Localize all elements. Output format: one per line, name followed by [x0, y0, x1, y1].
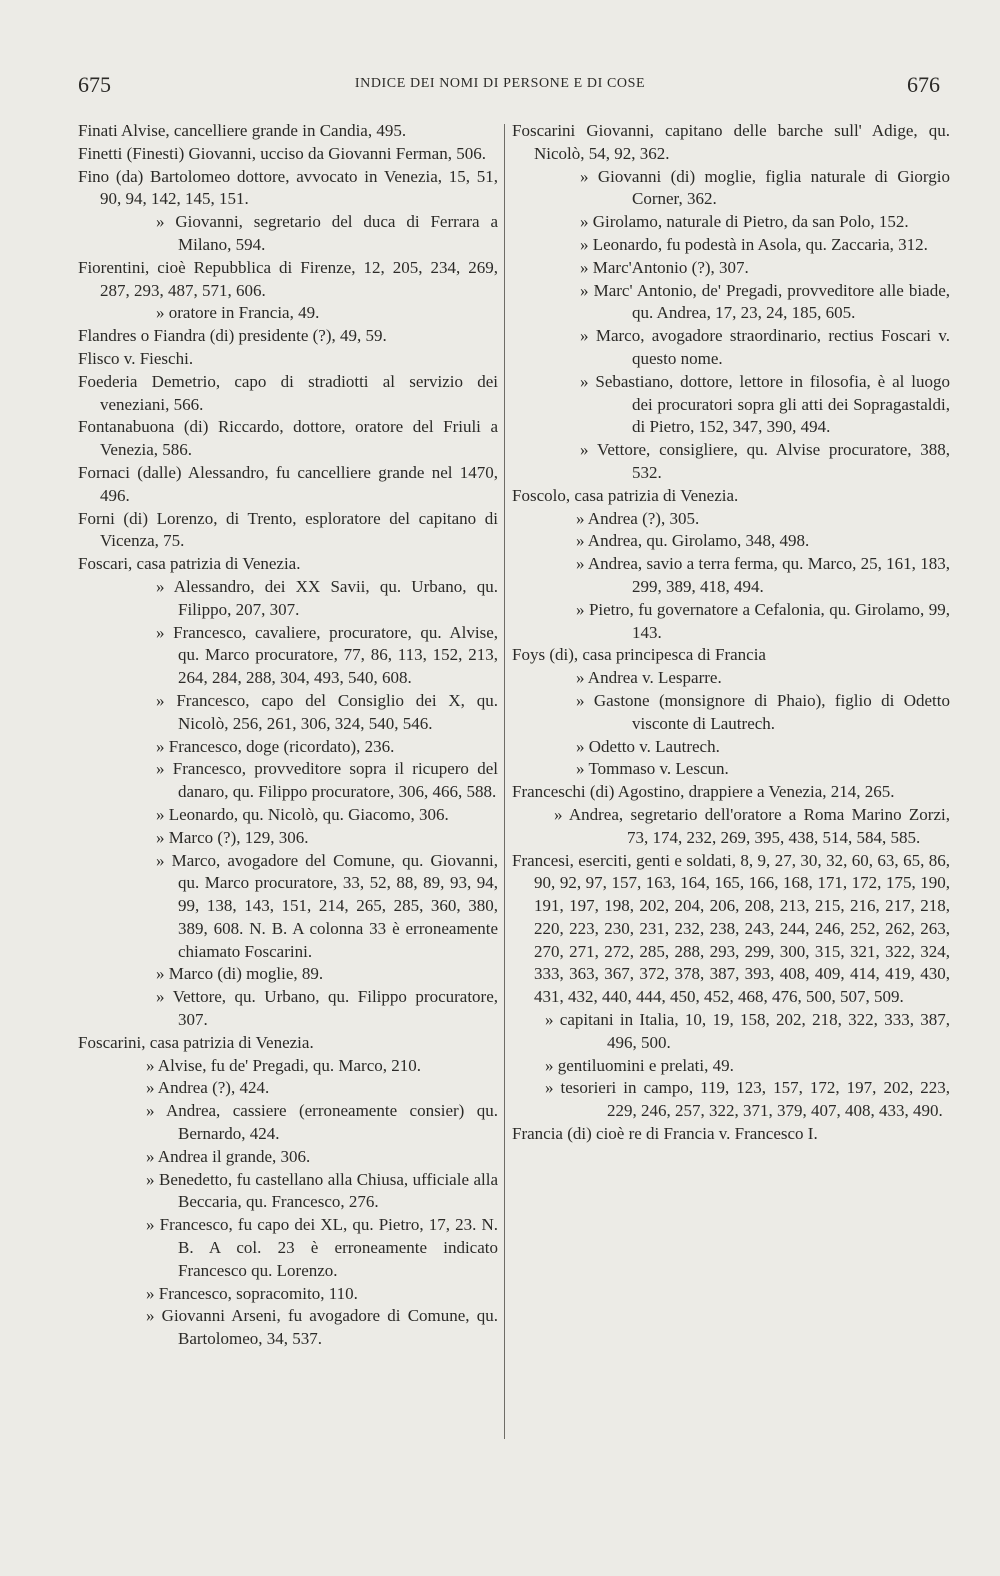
index-entry: » Andrea, segretario dell'oratore a Roma Marino Zorzi, 73, 174, 232, 269, 395, 438, 514, 584, 585. — [554, 804, 950, 847]
index-entry: Fontanabuona (di) Riccardo, dottore, oratore del Friuli a Venezia, 586. — [78, 417, 498, 460]
index-entry: » capitani in Italia, 10, 19, 158, 202, 218, 322, 333, 387, 496, 500. — [545, 1010, 950, 1052]
index-entry: Foys (di), casa principesca di Francia — [512, 645, 766, 665]
index-entry: Fino (da) Bartolomeo dottore, avvocato in Venezia, 15, 51, 90, 94, 142, 145, 151. — [78, 166, 498, 209]
index-entry: » Alvise, fu de' Pregadi, qu. Marco, 210. — [146, 1055, 422, 1075]
index-entry: Fornaci (dalle) Alessandro, fu cancelliere grande nel 1470, 496. — [78, 462, 498, 505]
index-entry: Foscari, casa patrizia di Venezia. — [78, 554, 301, 574]
index-entry: » Vettore, qu. Urbano, qu. Filippo procuratore, 307. — [156, 987, 498, 1030]
index-entry: Francia (di) cioè re di Francia v. Francesco I. — [512, 1124, 818, 1144]
index-entry: » oratore in Francia, 49. — [156, 303, 320, 323]
index-entry: Francesi, eserciti, genti e soldati, 8, 9, 27, 30, 32, 60, 63, 65, 86, 90, 92, 97, 157, 163, 164, 165, 166, 168, 171, 172, 175, 190, 191, 197, 198, 202, 204, 206, 208, 213, 215, 216, 217, 218, 220, 223, 230, 231, 232, 238, 243, 244, 246, 252, 262, 263, 270, 271, 272, 285, 288, 293, 299, 300, 315, 321, 322, 324, 333, 363, 367, 372, 378, 387, 393, 408, 409, 414, 419, 430, 431, 432, 440, 444, 450, 452, 468, 476, 500, 507, 509. — [512, 850, 950, 1007]
index-entry: » Marco (?), 129, 306. — [156, 827, 309, 847]
index-entry: » Leonardo, fu podestà in Asola, qu. Zaccaria, 312. — [580, 234, 928, 254]
column-divider — [504, 124, 505, 1439]
index-entry: Foscolo, casa patrizia di Venezia. — [512, 485, 739, 505]
left-index-column — [78, 120, 498, 1351]
index-entry: » Benedetto, fu castellano alla Chiusa, ufficiale alla Beccaria, qu. Francesco, 276. — [146, 1169, 498, 1212]
index-entry: Flandres o Fiandra (di) presidente (?), 49, 59. — [78, 326, 387, 346]
index-entry: » Andrea, savio a terra ferma, qu. Marco, 25, 161, 183, 299, 389, 418, 494. — [576, 554, 950, 596]
index-entry: Franceschi (di) Agostino, drappiere a Venezia, 214, 265. — [512, 782, 895, 802]
index-entry: » Francesco, cavaliere, procuratore, qu. Alvise, qu. Marco procuratore, 77, 86, 113, 152, 213, 264, 284, 288, 304, 493, 540, 608. — [156, 622, 498, 688]
page-number-right: 676 — [907, 72, 940, 97]
index-entry: » Marc'Antonio (?), 307. — [580, 257, 749, 277]
index-entry: » Andrea v. Lesparre. — [576, 668, 722, 688]
index-entry: » Leonardo, qu. Nicolò, qu. Giacomo, 306. — [156, 804, 449, 824]
index-entry: » Odetto v. Lautrech. — [576, 736, 720, 756]
index-entry: » Giovanni (di) moglie, figlia naturale di Giorgio Corner, 362. — [580, 166, 950, 209]
index-entry: » Francesco, doge (ricordato), 236. — [156, 736, 395, 756]
index-entry: » Giovanni Arseni, fu avogadore di Comune, qu. Bartolomeo, 34, 537. — [146, 1306, 498, 1349]
index-entry: » Andrea, cassiere (erroneamente consier) qu. Bernardo, 424. — [146, 1101, 498, 1144]
index-entry: » Girolamo, naturale di Pietro, da san Polo, 152. — [580, 212, 909, 232]
index-entry: » Gastone (monsignore di Phaio), figlio di Odetto visconte di Lautrech. — [576, 690, 950, 733]
index-entry: » Francesco, provveditore sopra il ricupero del danaro, qu. Filippo procuratore, 306, 466, 588. — [156, 759, 498, 802]
index-entry: » Francesco, capo del Consiglio dei X, qu. Nicolò, 256, 261, 306, 324, 540, 546. — [156, 690, 498, 733]
right-index-column — [512, 120, 950, 1146]
page-number-left: 675 — [78, 72, 111, 97]
index-entry: Flisco v. Fieschi. — [78, 348, 194, 368]
index-entry: » Andrea, qu. Girolamo, 348, 498. — [576, 531, 810, 551]
index-entry: » Andrea (?), 424. — [146, 1078, 270, 1098]
index-entry: » Marco (di) moglie, 89. — [156, 964, 324, 984]
index-entry: » tesorieri in campo, 119, 123, 157, 172, 197, 202, 223, 229, 246, 257, 322, 371, 379, 407, 408, 433, 490. — [545, 1078, 950, 1121]
index-entry: » Andrea (?), 305. — [576, 508, 700, 528]
index-entry: » Tommaso v. Lescun. — [576, 759, 729, 779]
page-header — [0, 72, 1000, 102]
index-entry: » Marco, avogadore del Comune, qu. Giovanni, qu. Marco procuratore, 33, 52, 88, 89, 93, 94, 99, 138, 143, 151, 214, 265, 285, 360, 380, 389, 608. N. B. A colonna 33 è erroneamente chiamato Foscarini. — [156, 850, 498, 961]
index-entry: Finati Alvise, cancelliere grande in Candia, 495. — [78, 121, 407, 140]
index-entry: Finetti (Finesti) Giovanni, ucciso da Giovanni Ferman, 506. — [78, 143, 486, 163]
running-title: INDICE DEI NOMI DI PERSONE E DI COSE — [354, 76, 646, 91]
index-entry: » Marco, avogadore straordinario, rectius Foscari v. questo nome. — [580, 326, 950, 368]
index-entry: » Francesco, sopracomito, 110. — [146, 1283, 358, 1303]
index-entry: » gentiluomini e prelati, 49. — [545, 1055, 734, 1075]
index-entry: » Pietro, fu governatore a Cefalonia, qu. Girolamo, 99, 143. — [576, 599, 950, 642]
index-entry: » Alessandro, dei XX Savii, qu. Urbano, qu. Filippo, 207, 307. — [156, 576, 498, 619]
index-entry: » Sebastiano, dottore, lettore in filosofia, è al luogo dei procuratori sopra gli atti dei Sopragastaldi, di Pietro, 152, 347, 390, 494. — [580, 371, 950, 437]
index-entry: » Giovanni, segretario del duca di Ferrara a Milano, 594. — [156, 212, 498, 254]
index-entry: » Francesco, fu capo dei XL, qu. Pietro, 17, 23. N. B. A col. 23 è erroneamente indicato Francesco qu. Lorenzo. — [146, 1215, 498, 1280]
index-entry: Fiorentini, cioè Repubblica di Firenze, 12, 205, 234, 269, 287, 293, 487, 571, 606. — [78, 257, 498, 300]
index-entry: » Vettore, consigliere, qu. Alvise procuratore, 388, 532. — [580, 440, 950, 482]
index-entry: » Marc' Antonio, de' Pregadi, provveditore alle biade, qu. Andrea, 17, 23, 24, 185, 605. — [580, 280, 950, 323]
index-entry: Foederia Demetrio, capo di stradiotti al servizio dei veneziani, 566. — [78, 371, 498, 414]
index-entry: » Andrea il grande, 306. — [146, 1146, 311, 1166]
index-entry: Foscarini, casa patrizia di Venezia. — [78, 1032, 314, 1052]
index-entry: Forni (di) Lorenzo, di Trento, esploratore del capitano di Vicenza, 75. — [78, 508, 498, 551]
index-entry: Foscarini Giovanni, capitano delle barche sull' Adige, qu. Nicolò, 54, 92, 362. — [512, 121, 950, 163]
